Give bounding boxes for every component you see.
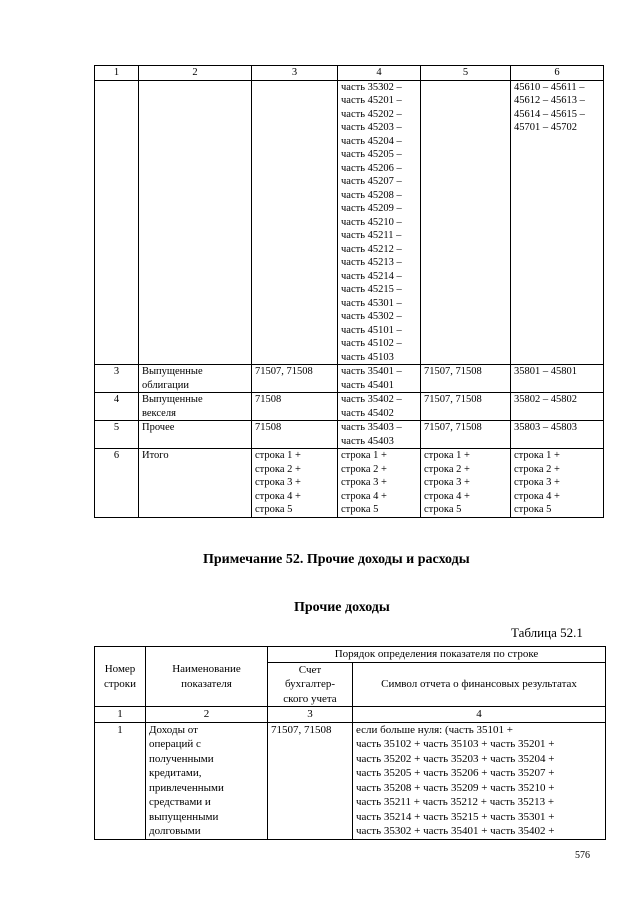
table-row <box>95 449 604 518</box>
cell-line: бухгалтер- <box>284 678 335 690</box>
cell-line: 45610 – 45611 – <box>514 81 585 93</box>
cell-line: часть 35202 + часть 35203 + часть 35204 + <box>356 752 555 765</box>
table-cell <box>511 393 604 421</box>
cell-line: строка 5 <box>341 504 379 515</box>
table-cell <box>421 421 511 449</box>
col-number: 1 <box>95 707 146 723</box>
cell-line: часть 45208 – <box>341 189 402 201</box>
table-row <box>95 365 604 393</box>
cell-line: 45614 – 45615 – <box>514 108 585 120</box>
continued-table <box>94 65 604 518</box>
subsection-title: Прочие доходы <box>294 600 390 615</box>
cell-line: строка 3 + <box>255 477 301 488</box>
other-income-table <box>94 646 606 840</box>
cell-line: 71508 <box>255 422 282 433</box>
cell-line: строка 5 <box>424 504 462 515</box>
cell-line: часть 35302 + часть 35401 + часть 35402 + <box>356 825 555 837</box>
col-header: 6 <box>511 66 604 81</box>
table-cell <box>421 393 511 421</box>
cell-line: часть 45214 – <box>341 270 402 282</box>
cell-line: строка 1 + <box>514 450 560 461</box>
cell-line: часть 45103 <box>341 351 394 363</box>
table-row <box>95 722 606 839</box>
col-header: 5 <box>421 66 511 81</box>
header-indicator-name <box>146 647 268 707</box>
cell-line: часть 45209 – <box>341 203 402 214</box>
cell-line: строка 4 + <box>255 490 301 502</box>
cell-line: Прочее <box>142 422 175 433</box>
cell-line: показателя <box>181 677 232 690</box>
col-header: 1 <box>95 66 139 81</box>
table-cell <box>511 80 604 365</box>
table-row <box>95 421 604 449</box>
col-number: 3 <box>268 707 353 723</box>
table-cell <box>421 449 511 518</box>
cell-line: строка 3 + <box>514 477 560 488</box>
cell-line: строка 3 + <box>424 477 470 488</box>
cell-line: строка 3 + <box>341 477 387 488</box>
table-cell <box>252 393 338 421</box>
cell-line: 71507, 71508 <box>424 366 482 377</box>
cell-line: часть 45207 – <box>341 176 402 187</box>
table-cell <box>511 421 604 449</box>
cell-line: выпущенными <box>149 810 219 823</box>
cell-line: если больше нуля: (часть 35101 + <box>356 723 513 736</box>
cell-line: Выпущенные <box>142 366 203 377</box>
cell-line: строка 5 <box>255 504 293 515</box>
cell-line: 71507, 71508 <box>424 394 482 405</box>
cell-line: часть 35102 + часть 35103 + часть 35201 + <box>356 738 555 750</box>
page-number: 576 <box>575 850 590 861</box>
cell-line: часть 45101 – <box>341 324 402 336</box>
table-cell <box>139 365 252 393</box>
cell-line: строка 4 + <box>341 490 387 502</box>
cell-line: строка 2 + <box>424 463 470 475</box>
cell-line: строка 2 + <box>514 463 560 475</box>
table-header-row <box>95 647 606 663</box>
table-cell <box>139 393 252 421</box>
cell-line: кредитами, <box>149 767 202 779</box>
cell-line: Доходы от <box>149 723 198 736</box>
table-row <box>95 393 604 421</box>
row-number: 1 <box>95 722 146 839</box>
cell-line: часть 35208 + часть 35209 + часть 35210 + <box>356 781 555 794</box>
cell-line: часть 35402 – <box>341 394 402 405</box>
cell-line: векселя <box>142 407 176 419</box>
table-cell <box>139 421 252 449</box>
table-cell <box>338 80 421 365</box>
cell-line: 35801 – 45801 <box>514 366 577 377</box>
cell-line: 45701 – 45702 <box>514 122 577 133</box>
cell-line: часть 45302 – <box>341 311 402 322</box>
table-cell <box>511 449 604 518</box>
cell-line: часть 35401 – <box>341 366 402 377</box>
table-cell <box>511 365 604 393</box>
cell-line: часть 45401 <box>341 379 394 391</box>
cell-line: часть 45202 – <box>341 108 402 120</box>
col-header: 2 <box>139 66 252 81</box>
cell-line: 71507, 71508 <box>255 366 313 377</box>
table-cell <box>353 722 606 839</box>
cell-line: 45612 – 45613 – <box>514 95 585 106</box>
cell-line: операций с <box>149 738 201 750</box>
cell-line: часть 45206 – <box>341 162 402 174</box>
header-account <box>268 662 353 707</box>
cell-line: строка 1 + <box>341 450 387 461</box>
cell-line: часть 45301 – <box>341 297 402 309</box>
cell-line: Выпущенные <box>142 394 203 405</box>
cell-line: средствами и <box>149 796 211 808</box>
row-number: 3 <box>95 365 139 393</box>
cell-line: часть 35205 + часть 35206 + часть 35207 + <box>356 767 555 779</box>
cell-line: Наименование <box>172 663 241 675</box>
cell-line: часть 45102 – <box>341 338 402 349</box>
cell-line: строка 2 + <box>255 463 301 475</box>
cell-line: строка 1 + <box>424 450 470 461</box>
cell-line: часть 35403 – <box>341 422 402 433</box>
cell-line: строка 1 + <box>255 450 301 461</box>
table-row <box>95 80 604 365</box>
cell-line: 71508 <box>255 394 282 405</box>
column-number-row <box>95 707 606 723</box>
cell-line: строка 4 + <box>514 490 560 502</box>
cell-line: часть 45201 – <box>341 95 402 106</box>
table-cell <box>338 421 421 449</box>
col-number: 4 <box>353 707 606 723</box>
row-number: 5 <box>95 421 139 449</box>
table-cell: 71507, 71508 <box>268 722 353 839</box>
cell-line: строка 4 + <box>424 490 470 502</box>
cell-line: долговыми <box>149 825 201 837</box>
table-cell <box>252 365 338 393</box>
table-cell <box>252 421 338 449</box>
cell-line: привлеченными <box>149 781 224 794</box>
cell-line: облигации <box>142 379 190 391</box>
cell-line: Номер <box>104 663 136 675</box>
table-cell <box>338 365 421 393</box>
cell-line: часть 45211 – <box>341 230 402 241</box>
cell-line: часть 45403 <box>341 435 394 447</box>
row-number: 4 <box>95 393 139 421</box>
cell-line: Итого <box>142 450 169 461</box>
cell-line: строки <box>103 677 137 690</box>
cell-line: часть 45205 – <box>341 149 402 160</box>
table-cell <box>139 449 252 518</box>
col-header: 4 <box>338 66 421 81</box>
table-cell <box>338 393 421 421</box>
table-cell <box>146 722 268 839</box>
cell-line: 35802 – 45802 <box>514 394 577 405</box>
cell-line: строка 2 + <box>341 463 387 475</box>
col-header: 3 <box>252 66 338 81</box>
cell-line: 35803 – 45803 <box>514 422 577 433</box>
cell-line: часть 45213 – <box>341 257 402 268</box>
cell-line: 71507, 71508 <box>424 422 482 433</box>
cell-line: часть 45210 – <box>341 216 402 228</box>
cell-line: полученными <box>149 752 214 765</box>
cell-line: часть 45215 – <box>341 284 402 295</box>
cell-line: часть 35302 – <box>341 81 402 93</box>
cell-line: часть 35214 + часть 35215 + часть 35301 + <box>356 810 555 823</box>
cell-line: часть 45204 – <box>341 135 402 147</box>
cell-line: часть 35211 + часть 35212 + часть 35213 + <box>356 796 555 808</box>
col-number: 2 <box>146 707 268 723</box>
table-cell <box>338 449 421 518</box>
header-calculation-order: Порядок определения показателя по строке <box>268 647 606 663</box>
cell-line: часть 45212 – <box>341 243 402 255</box>
cell-line: ского учета <box>283 692 337 705</box>
header-row-number <box>95 647 146 707</box>
cell-line: часть 45203 – <box>341 122 402 133</box>
table-label: Таблица 52.1 <box>511 625 583 640</box>
row-number: 6 <box>95 449 139 518</box>
table-cell <box>421 365 511 393</box>
cell-line: часть 45402 <box>341 407 394 419</box>
header-report-symbol: Символ отчета о финансовых результатах <box>353 662 606 707</box>
cell-line: Счет <box>298 663 322 676</box>
cell-line: строка 5 <box>514 504 552 515</box>
table-cell <box>252 449 338 518</box>
table-header-row <box>95 66 604 81</box>
section-title: Примечание 52. Прочие доходы и расходы <box>203 552 470 567</box>
